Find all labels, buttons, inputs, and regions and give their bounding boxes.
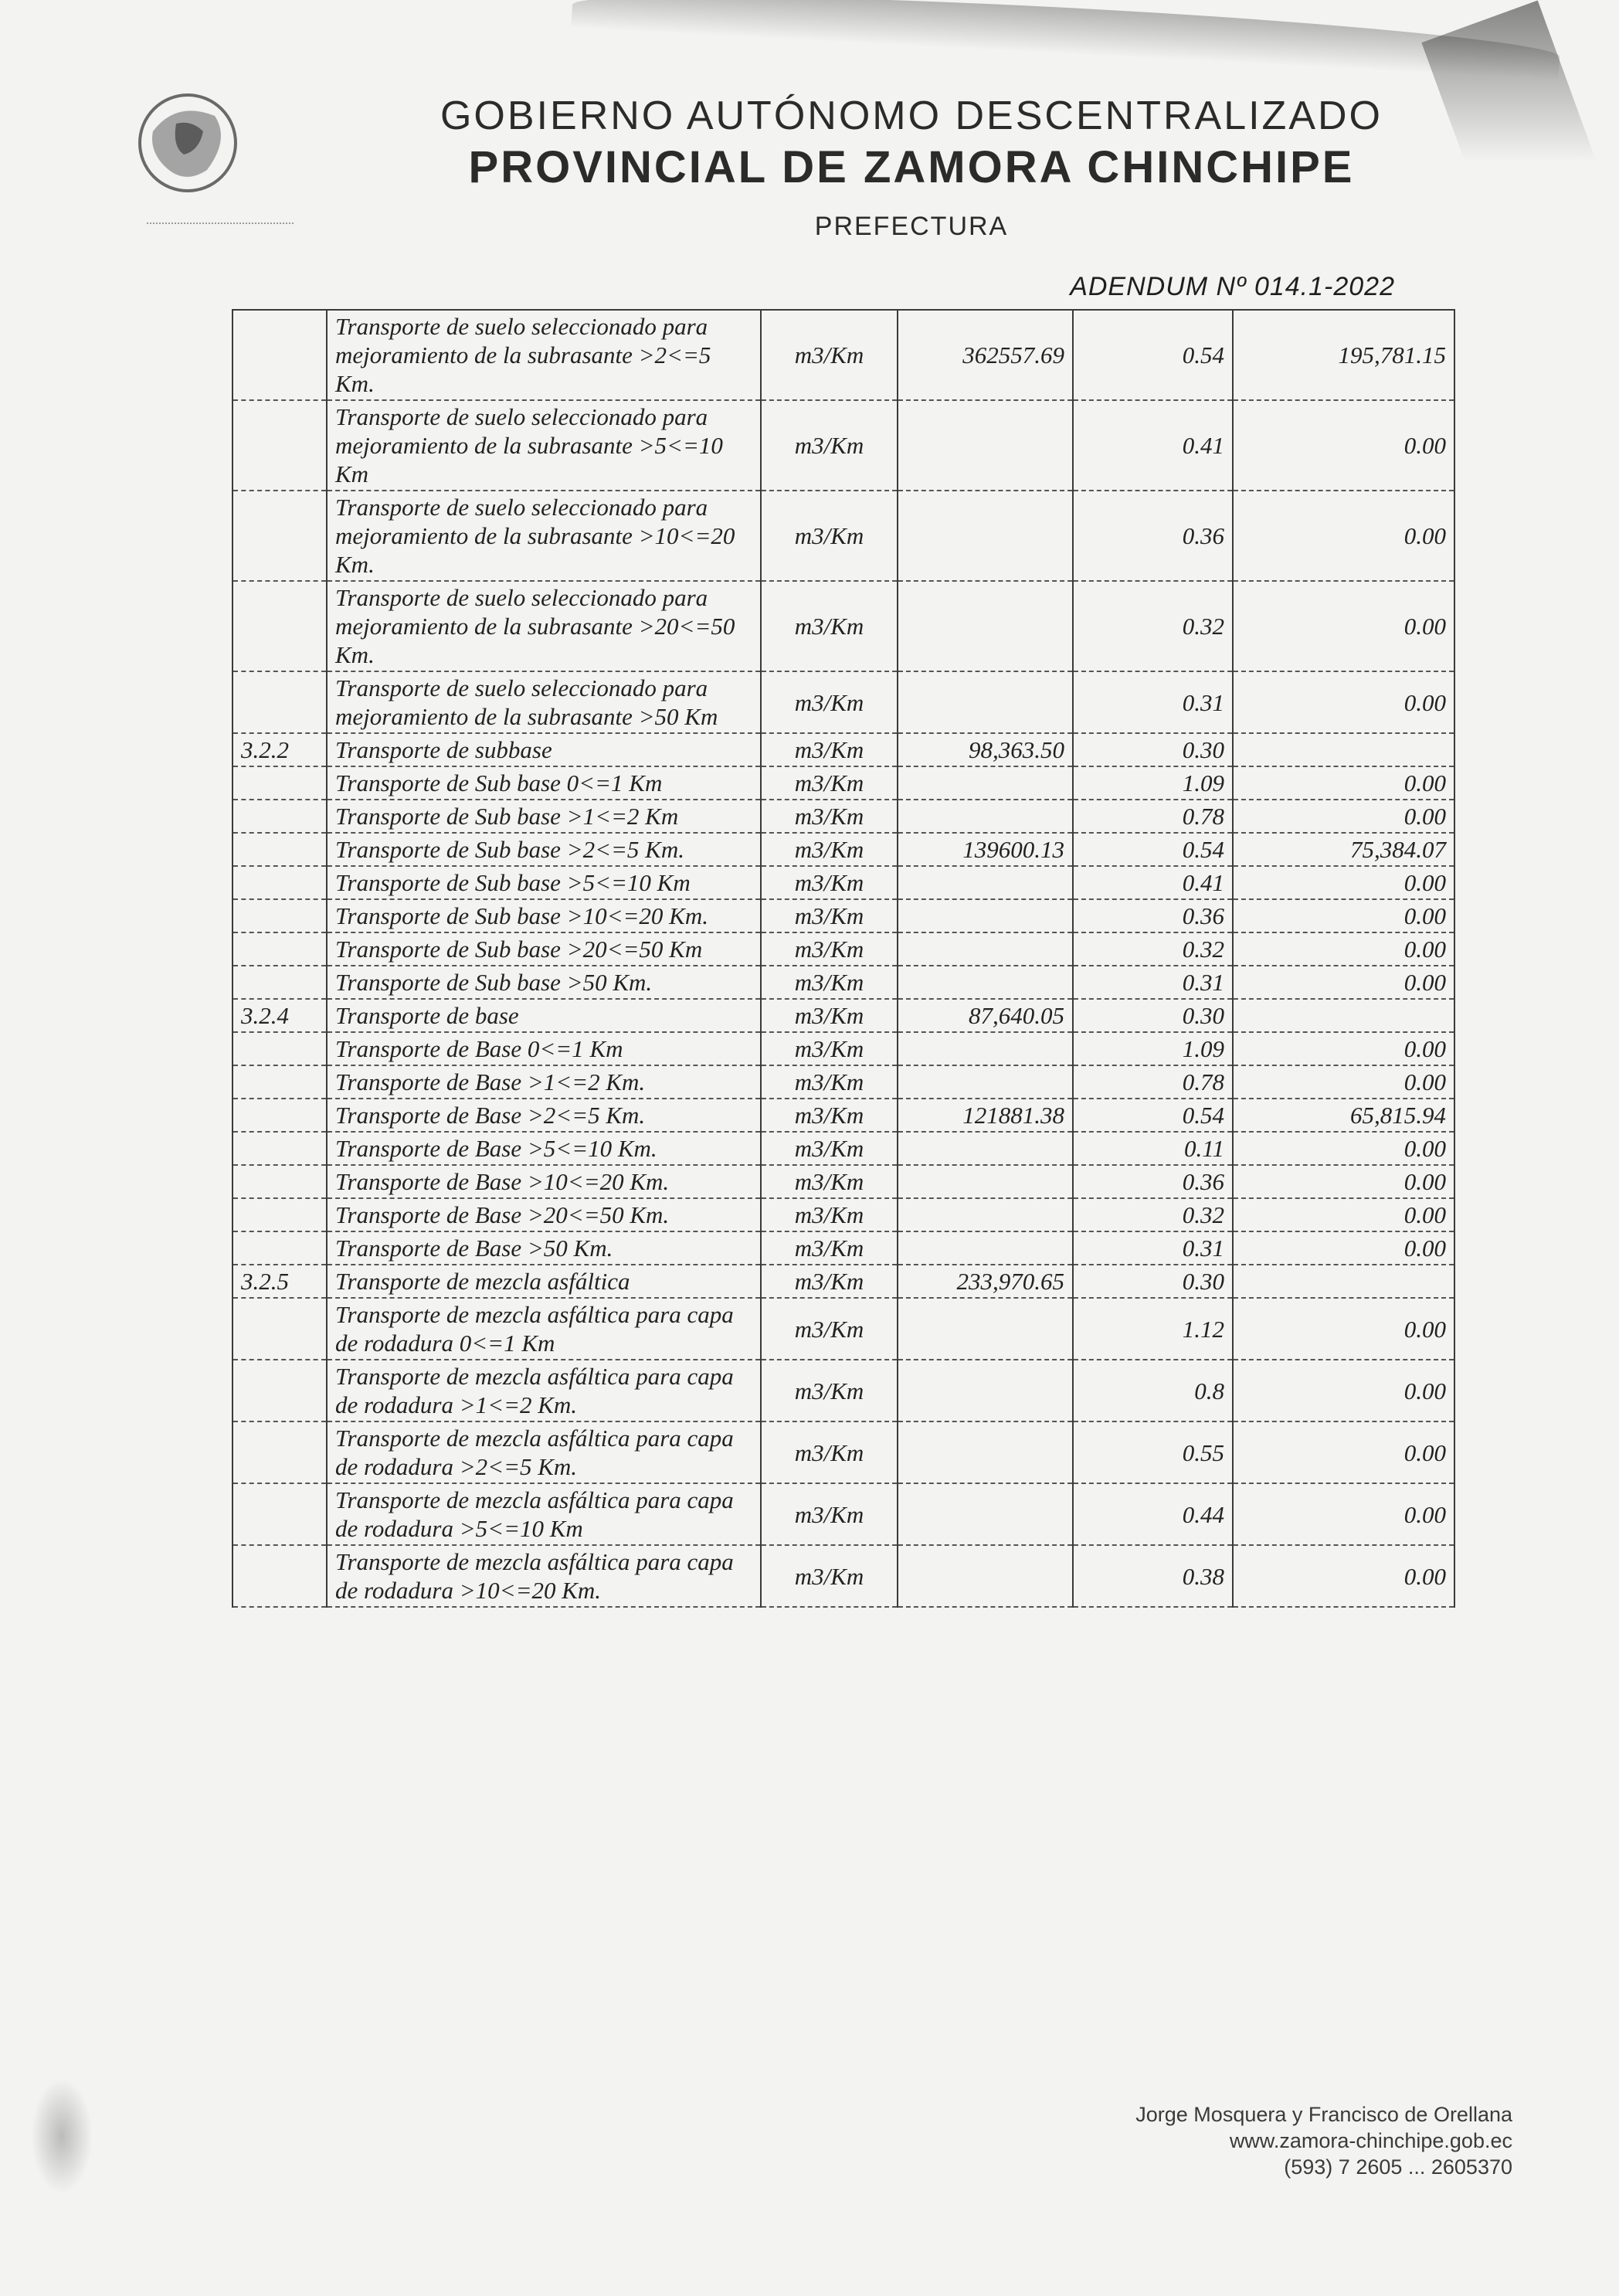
item-unit: m3/Km (761, 800, 898, 833)
item-unit-price: 0.31 (1073, 1231, 1233, 1265)
item-unit-price: 0.54 (1073, 310, 1233, 400)
items-table (232, 309, 1455, 1608)
item-quantity (898, 671, 1073, 733)
item-quantity (898, 800, 1073, 833)
table-row (232, 1265, 1454, 1298)
item-description: Transporte de Sub base >5<=10 Km (327, 866, 761, 899)
table-row (232, 1132, 1454, 1165)
item-code (232, 1198, 327, 1231)
item-total: 0.00 (1233, 1165, 1454, 1198)
item-description: Transporte de Base >20<=50 Km. (327, 1198, 761, 1231)
item-quantity (898, 1421, 1073, 1483)
item-code (232, 966, 327, 999)
item-description: Transporte de Base 0<=1 Km (327, 1032, 761, 1065)
item-unit-price: 0.30 (1073, 999, 1233, 1032)
item-unit: m3/Km (761, 581, 898, 671)
item-unit: m3/Km (761, 1483, 898, 1545)
item-description: Transporte de Base >10<=20 Km. (327, 1165, 761, 1198)
item-unit-price: 0.30 (1073, 1265, 1233, 1298)
item-unit: m3/Km (761, 999, 898, 1032)
item-unit-price: 0.31 (1073, 671, 1233, 733)
item-total: 0.00 (1233, 1360, 1454, 1421)
item-unit-price: 0.36 (1073, 899, 1233, 932)
item-description: Transporte de Base >2<=5 Km. (327, 1099, 761, 1132)
item-total: 0.00 (1233, 1298, 1454, 1360)
item-description: Transporte de mezcla asfáltica para capa de rodadura >10<=20 Km. (327, 1545, 761, 1607)
item-quantity (898, 899, 1073, 932)
item-code (232, 310, 327, 400)
institution-logo-icon (130, 85, 246, 201)
item-quantity (898, 1360, 1073, 1421)
item-total: 0.00 (1233, 766, 1454, 800)
item-code (232, 581, 327, 671)
item-unit-price: 1.12 (1073, 1298, 1233, 1360)
item-code (232, 1132, 327, 1165)
item-total: 0.00 (1233, 932, 1454, 966)
item-code (232, 866, 327, 899)
item-quantity (898, 400, 1073, 491)
item-unit-price: 1.09 (1073, 766, 1233, 800)
item-unit: m3/Km (761, 1231, 898, 1265)
item-unit: m3/Km (761, 1360, 898, 1421)
item-description: Transporte de suelo seleccionado para mejoramiento de la subrasante >50 Km (327, 671, 761, 733)
item-description: Transporte de suelo seleccionado para mejoramiento de la subrasante >10<=20 Km. (327, 491, 761, 581)
item-total: 0.00 (1233, 400, 1454, 491)
item-unit: m3/Km (761, 833, 898, 866)
item-description: Transporte de Sub base >2<=5 Km. (327, 833, 761, 866)
footer-phone: (593) 7 2605 ... 2605370 (1284, 2155, 1512, 2179)
item-description: Transporte de Sub base >20<=50 Km (327, 932, 761, 966)
letterhead (332, 91, 1491, 242)
table-row (232, 1298, 1454, 1360)
table-row (232, 1545, 1454, 1607)
item-quantity (898, 581, 1073, 671)
logo-caption (147, 222, 294, 230)
item-code (232, 833, 327, 866)
table-row (232, 1099, 1454, 1132)
item-quantity (898, 932, 1073, 966)
table-row (232, 310, 1454, 400)
table-row (232, 581, 1454, 671)
item-description: Transporte de Base >1<=2 Km. (327, 1065, 761, 1099)
item-total (1233, 1265, 1454, 1298)
item-code (232, 1065, 327, 1099)
item-code (232, 1421, 327, 1483)
footer-address: Jorge Mosquera y Francisco de Orellana (1135, 2103, 1512, 2126)
item-unit: m3/Km (761, 400, 898, 491)
scan-shadow-top (571, 0, 1560, 80)
letterhead-line1: GOBIERNO AUTÓNOMO DESCENTRALIZADO (440, 93, 1383, 138)
item-quantity (898, 1032, 1073, 1065)
item-quantity (898, 1298, 1073, 1360)
item-unit-price: 1.09 (1073, 1032, 1233, 1065)
item-code (232, 400, 327, 491)
item-unit: m3/Km (761, 1421, 898, 1483)
item-unit-price: 0.30 (1073, 733, 1233, 766)
footer-web: www.zamora-chinchipe.gob.ec (1229, 2129, 1512, 2152)
item-unit-price: 0.55 (1073, 1421, 1233, 1483)
item-total: 0.00 (1233, 1421, 1454, 1483)
table-row (232, 932, 1454, 966)
item-quantity (898, 866, 1073, 899)
item-quantity (898, 966, 1073, 999)
item-quantity (898, 1231, 1073, 1265)
item-code (232, 1165, 327, 1198)
item-unit: m3/Km (761, 491, 898, 581)
item-quantity (898, 1545, 1073, 1607)
item-total: 0.00 (1233, 1032, 1454, 1065)
item-unit-price: 0.11 (1073, 1132, 1233, 1165)
item-description: Transporte de Sub base >50 Km. (327, 966, 761, 999)
table-row (232, 1360, 1454, 1421)
item-description: Transporte de Base >50 Km. (327, 1231, 761, 1265)
item-unit-price: 0.38 (1073, 1545, 1233, 1607)
item-code: 3.2.5 (232, 1265, 327, 1298)
item-description: Transporte de suelo seleccionado para mejoramiento de la subrasante >20<=50 Km. (327, 581, 761, 671)
item-total: 0.00 (1233, 966, 1454, 999)
adendum-number: ADENDUM Nº 014.1-2022 (1070, 272, 1395, 301)
item-code (232, 1483, 327, 1545)
item-unit: m3/Km (761, 899, 898, 932)
item-code (232, 1545, 327, 1607)
table-row (232, 491, 1454, 581)
item-code: 3.2.2 (232, 733, 327, 766)
table-row (232, 1065, 1454, 1099)
item-unit: m3/Km (761, 671, 898, 733)
letterhead-line3: PREFECTURA (814, 212, 1009, 241)
item-description: Transporte de subbase (327, 733, 761, 766)
item-total: 0.00 (1233, 899, 1454, 932)
item-code (232, 671, 327, 733)
item-unit: m3/Km (761, 1165, 898, 1198)
item-description: Transporte de mezcla asfáltica para capa de rodadura >2<=5 Km. (327, 1421, 761, 1483)
item-unit: m3/Km (761, 1032, 898, 1065)
item-unit: m3/Km (761, 310, 898, 400)
table-row (232, 733, 1454, 766)
item-total: 0.00 (1233, 581, 1454, 671)
table-row (232, 800, 1454, 833)
item-description: Transporte de Base >5<=10 Km. (327, 1132, 761, 1165)
item-quantity (898, 766, 1073, 800)
item-description: Transporte de suelo seleccionado para mejoramiento de la subrasante >2<=5 Km. (327, 310, 761, 400)
item-unit-price: 0.78 (1073, 800, 1233, 833)
item-unit-price: 0.32 (1073, 1198, 1233, 1231)
table-row (232, 1198, 1454, 1231)
item-total: 0.00 (1233, 1132, 1454, 1165)
item-description: Transporte de mezcla asfáltica para capa de rodadura 0<=1 Km (327, 1298, 761, 1360)
item-unit: m3/Km (761, 1298, 898, 1360)
table-row (232, 833, 1454, 866)
item-code (232, 1032, 327, 1065)
item-quantity (898, 1132, 1073, 1165)
table-row (232, 866, 1454, 899)
item-total: 0.00 (1233, 1231, 1454, 1265)
item-code: 3.2.4 (232, 999, 327, 1032)
item-unit-price: 0.32 (1073, 932, 1233, 966)
item-quantity: 139600.13 (898, 833, 1073, 866)
item-unit-price: 0.8 (1073, 1360, 1233, 1421)
item-description: Transporte de mezcla asfáltica (327, 1265, 761, 1298)
item-quantity (898, 1483, 1073, 1545)
item-description: Transporte de suelo seleccionado para mejoramiento de la subrasante >5<=10 Km (327, 400, 761, 491)
item-unit-price: 0.78 (1073, 1065, 1233, 1099)
item-unit-price: 0.41 (1073, 866, 1233, 899)
footer (1135, 2101, 1512, 2180)
table-row (232, 671, 1454, 733)
item-unit-price: 0.36 (1073, 491, 1233, 581)
scan-smudge (31, 2078, 93, 2194)
item-total (1233, 733, 1454, 766)
item-total: 195,781.15 (1233, 310, 1454, 400)
item-unit-price: 0.41 (1073, 400, 1233, 491)
item-quantity: 362557.69 (898, 310, 1073, 400)
item-unit: m3/Km (761, 1099, 898, 1132)
item-description: Transporte de Sub base >10<=20 Km. (327, 899, 761, 932)
item-quantity: 121881.38 (898, 1099, 1073, 1132)
item-code (232, 766, 327, 800)
item-total: 0.00 (1233, 866, 1454, 899)
item-unit-price: 0.36 (1073, 1165, 1233, 1198)
table-row (232, 1165, 1454, 1198)
item-code (232, 800, 327, 833)
item-unit-price: 0.31 (1073, 966, 1233, 999)
item-quantity (898, 1198, 1073, 1231)
table-row (232, 1231, 1454, 1265)
table-row (232, 1421, 1454, 1483)
item-unit: m3/Km (761, 1132, 898, 1165)
item-unit: m3/Km (761, 1198, 898, 1231)
item-description: Transporte de mezcla asfáltica para capa de rodadura >1<=2 Km. (327, 1360, 761, 1421)
letterhead-line2: PROVINCIAL DE ZAMORA CHINCHIPE (468, 142, 1355, 192)
item-unit: m3/Km (761, 932, 898, 966)
table-row (232, 999, 1454, 1032)
item-unit-price: 0.54 (1073, 1099, 1233, 1132)
item-unit: m3/Km (761, 1065, 898, 1099)
item-code (232, 1099, 327, 1132)
table-row (232, 766, 1454, 800)
item-quantity (898, 491, 1073, 581)
item-total: 75,384.07 (1233, 833, 1454, 866)
item-total: 0.00 (1233, 800, 1454, 833)
table-row (232, 1032, 1454, 1065)
item-unit-price: 0.32 (1073, 581, 1233, 671)
item-code (232, 1298, 327, 1360)
item-unit-price: 0.54 (1073, 833, 1233, 866)
item-total (1233, 999, 1454, 1032)
table-row (232, 400, 1454, 491)
item-quantity: 87,640.05 (898, 999, 1073, 1032)
item-unit: m3/Km (761, 733, 898, 766)
item-total: 0.00 (1233, 1545, 1454, 1607)
item-description: Transporte de Sub base >1<=2 Km (327, 800, 761, 833)
item-code (232, 932, 327, 966)
item-total: 0.00 (1233, 491, 1454, 581)
item-description: Transporte de base (327, 999, 761, 1032)
table-row (232, 966, 1454, 999)
item-total: 0.00 (1233, 671, 1454, 733)
table-row (232, 1483, 1454, 1545)
item-total: 0.00 (1233, 1198, 1454, 1231)
item-code (232, 1360, 327, 1421)
item-code (232, 1231, 327, 1265)
item-code (232, 491, 327, 581)
item-description: Transporte de Sub base 0<=1 Km (327, 766, 761, 800)
item-unit: m3/Km (761, 866, 898, 899)
item-unit: m3/Km (761, 966, 898, 999)
item-total: 0.00 (1233, 1065, 1454, 1099)
item-unit: m3/Km (761, 1545, 898, 1607)
item-quantity (898, 1165, 1073, 1198)
table-row (232, 899, 1454, 932)
item-total: 0.00 (1233, 1483, 1454, 1545)
item-quantity: 233,970.65 (898, 1265, 1073, 1298)
item-unit-price: 0.44 (1073, 1483, 1233, 1545)
item-total: 65,815.94 (1233, 1099, 1454, 1132)
item-unit: m3/Km (761, 1265, 898, 1298)
item-description: Transporte de mezcla asfáltica para capa de rodadura >5<=10 Km (327, 1483, 761, 1545)
item-quantity (898, 1065, 1073, 1099)
item-code (232, 899, 327, 932)
item-quantity: 98,363.50 (898, 733, 1073, 766)
item-unit: m3/Km (761, 766, 898, 800)
